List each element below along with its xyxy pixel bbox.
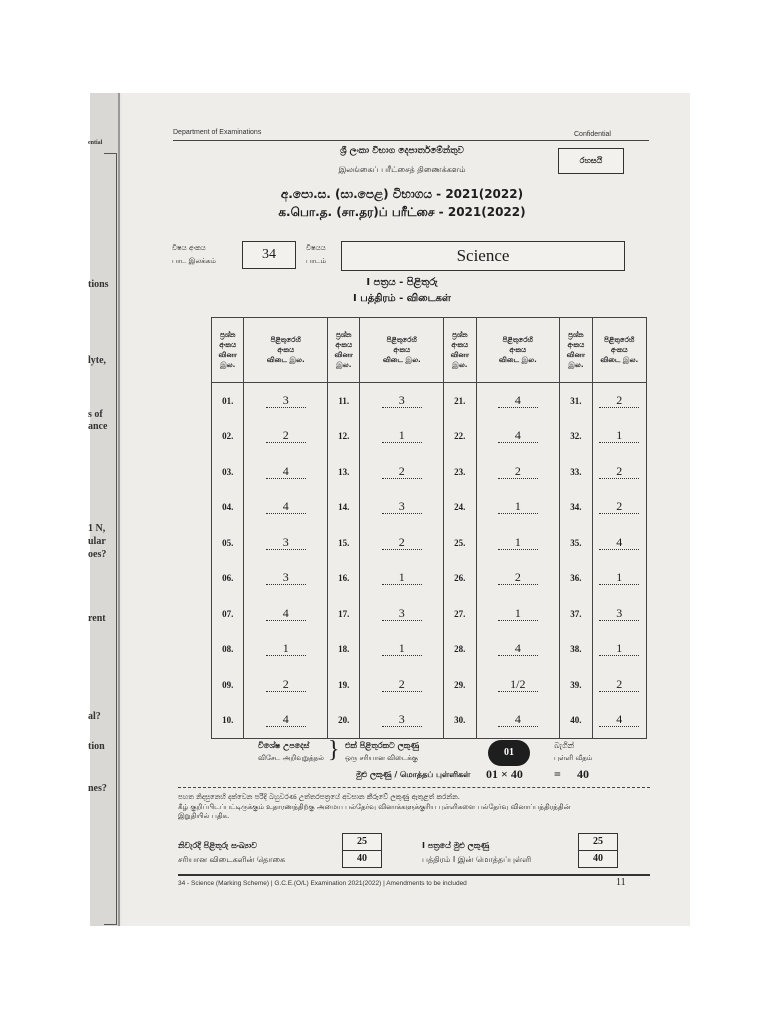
- question-number: 21.: [444, 383, 476, 419]
- answer-value: 1: [599, 429, 639, 443]
- question-number: 06.: [212, 561, 244, 597]
- subject-name-label-ta: பாடம்: [306, 257, 327, 265]
- answer-row: [212, 632, 647, 668]
- note-sinhala: පහත නිදසුනෙහි දක්වෙන පරිදි බහුවරණ උත්තරපත්‍රයේ අවසාන කීරුවේ ලකුණු ඇතුළත් කරන්න.: [178, 793, 460, 801]
- paper-title-tamil: I பத்திரம் - விடைகள்: [353, 293, 451, 304]
- question-number: 23.: [444, 454, 476, 490]
- question-number: 37.: [560, 596, 592, 632]
- prev-fragment: 1 N,: [88, 523, 106, 534]
- prev-fragment: lyte,: [88, 355, 107, 366]
- prev-fragment: tions: [88, 279, 109, 290]
- previous-page-edge: [90, 93, 120, 926]
- answer-cell: [360, 632, 444, 668]
- marks-each-badge: 01: [488, 740, 530, 766]
- answer-cell: [360, 596, 444, 632]
- answer-value: 4: [498, 429, 538, 443]
- answer-cell: [592, 667, 646, 703]
- question-number: 28.: [444, 632, 476, 668]
- answer-table: [211, 317, 647, 739]
- paper-title-sinhala: I පත්‍රය - පිළිතුරු: [366, 277, 438, 288]
- answer-value: 3: [266, 536, 306, 550]
- answer-cell: [592, 703, 646, 739]
- answer-cell: [360, 383, 444, 419]
- question-number: 09.: [212, 667, 244, 703]
- answer-cell: [360, 454, 444, 490]
- answer-cell: [244, 667, 328, 703]
- question-number: 33.: [560, 454, 592, 490]
- answer-row: [212, 703, 647, 739]
- question-number: 18.: [328, 632, 360, 668]
- page-number: 11: [616, 877, 626, 888]
- question-number: 10.: [212, 703, 244, 739]
- answer-cell: [244, 596, 328, 632]
- answer-value: 1: [382, 429, 422, 443]
- answer-value: 1: [599, 571, 639, 585]
- question-number: 26.: [444, 561, 476, 597]
- question-number: 30.: [444, 703, 476, 739]
- answer-cell: [476, 561, 560, 597]
- question-number: 08.: [212, 632, 244, 668]
- question-number: 13.: [328, 454, 360, 490]
- question-number: 36.: [560, 561, 592, 597]
- question-number-header: ප්‍රශ්න අංකය வினா இல.: [328, 318, 360, 383]
- answer-value: 2: [599, 500, 639, 514]
- answer-value: 4: [498, 394, 538, 408]
- note-tamil: கீழ் குறிப்பிடப்பட்டிருக்கும் உதாரணத்திற்கு அமைய பல்தேர்வு வினாக்களுக்குரிய புள்ளிகளை பல்தேர்வு வினாப்பத்திரத்தின் இறுதியில் பதிக.: [178, 803, 571, 820]
- answer-cell: [476, 490, 560, 526]
- answer-value: 4: [498, 713, 538, 727]
- question-number: 25.: [444, 525, 476, 561]
- answer-value: 3: [382, 607, 422, 621]
- header-rule: [173, 140, 649, 141]
- answer-row: [212, 667, 647, 703]
- footer-text: 34 - Science (Marking Scheme) | G.C.E.(O/L) Examination 2021(2022) | Amendments to be included: [178, 880, 467, 887]
- sinhala-department: ශ්‍රී ලංකා විභාග දෙපාර්තමේන්තුව: [340, 146, 464, 156]
- prev-fragment: rent: [88, 613, 106, 624]
- question-number: 19.: [328, 667, 360, 703]
- answer-cell: [244, 632, 328, 668]
- paper-total-value: 25: [578, 833, 618, 851]
- total-formula: 01 × 40: [486, 767, 523, 781]
- question-number: 12.: [328, 419, 360, 455]
- tamil-department: இலங்கைப் பரீட்சைத் திணைக்களம்: [338, 165, 466, 174]
- answer-value: 3: [266, 394, 306, 408]
- question-number: 29.: [444, 667, 476, 703]
- answer-value: 4: [266, 465, 306, 479]
- answer-value: 4: [266, 713, 306, 727]
- question-number: 22.: [444, 419, 476, 455]
- answer-row: [212, 419, 647, 455]
- prev-fragment: oes?: [88, 549, 107, 560]
- answer-row: [212, 596, 647, 632]
- question-number: 11.: [328, 383, 360, 419]
- question-number: 34.: [560, 490, 592, 526]
- answer-row: [212, 454, 647, 490]
- question-number: 01.: [212, 383, 244, 419]
- answer-cell: [360, 419, 444, 455]
- answer-value: 1/2: [498, 678, 538, 692]
- question-number: 04.: [212, 490, 244, 526]
- answer-cell: [592, 490, 646, 526]
- answer-value: 2: [599, 678, 639, 692]
- answer-cell: [244, 454, 328, 490]
- answer-cell: [592, 383, 646, 419]
- question-number: 15.: [328, 525, 360, 561]
- answer-cell: [244, 419, 328, 455]
- answer-value: 2: [382, 465, 422, 479]
- answer-cell: [244, 383, 328, 419]
- question-number: 07.: [212, 596, 244, 632]
- answer-value: 2: [266, 678, 306, 692]
- correct-count-total: 40: [342, 850, 382, 868]
- question-number: 32.: [560, 419, 592, 455]
- answer-row: [212, 383, 647, 419]
- exam-title-tamil: க.பொ.த. (சா.தர)ப் பரீட்சை - 2021(2022): [278, 205, 526, 219]
- answer-number-header: පිළිතුරෙහි අංකය விடை இல.: [360, 318, 444, 383]
- question-number: 02.: [212, 419, 244, 455]
- subject-number: 34: [242, 241, 296, 269]
- question-number: 27.: [444, 596, 476, 632]
- answer-number-header: පිළිතුරෙහි අංකය விடை இல.: [244, 318, 328, 383]
- question-number: 40.: [560, 703, 592, 739]
- question-number: 24.: [444, 490, 476, 526]
- answer-cell: [360, 490, 444, 526]
- answer-cell: [360, 525, 444, 561]
- answer-value: 1: [498, 536, 538, 550]
- answer-cell: [592, 632, 646, 668]
- answer-value: 1: [498, 607, 538, 621]
- question-number: 05.: [212, 525, 244, 561]
- subject-number-label-ta: பாட இலக்கம்: [172, 257, 216, 265]
- prev-fragment: nes?: [88, 783, 107, 794]
- subject-name-label-si: විෂයය: [306, 244, 326, 252]
- question-number-header: ප්‍රශ්න අංකය வினா இல.: [560, 318, 592, 383]
- answer-value: 4: [266, 500, 306, 514]
- total-marks-label: මුළු ලකුණු / மொத்தப் புள்ளிகள்: [356, 770, 471, 779]
- answer-value: 3: [266, 571, 306, 585]
- subject-name: Science: [341, 241, 625, 271]
- prev-fragment: al?: [88, 711, 101, 722]
- question-number: 31.: [560, 383, 592, 419]
- prev-fragment: ular: [88, 536, 106, 547]
- answer-cell: [592, 596, 646, 632]
- correct-count-label-si: නිවැරදි පිළිතුරු සංඛ්‍යාව: [178, 841, 258, 850]
- confidential-label: Confidential: [574, 131, 611, 138]
- question-number-header: ප්‍රශ්න අංකය வினா இல.: [212, 318, 244, 383]
- department-label: Department of Examinations: [173, 129, 262, 136]
- answer-value: 1: [599, 642, 639, 656]
- answer-cell: [592, 525, 646, 561]
- answer-value: 4: [599, 536, 639, 550]
- answer-cell: [360, 703, 444, 739]
- answer-cell: [592, 419, 646, 455]
- answer-cell: [592, 561, 646, 597]
- answer-cell: [476, 454, 560, 490]
- answer-value: 2: [382, 536, 422, 550]
- question-number: 16.: [328, 561, 360, 597]
- answer-number-header: පිළිතුරෙහි අංකය விடை இல.: [476, 318, 560, 383]
- answer-cell: [476, 667, 560, 703]
- answer-value: 2: [266, 429, 306, 443]
- answer-cell: [476, 632, 560, 668]
- prev-fragment: s of: [88, 409, 103, 420]
- answer-cell: [476, 419, 560, 455]
- question-number: 38.: [560, 632, 592, 668]
- special-instructions-si: විශේෂ උපදෙස්: [258, 741, 310, 750]
- answer-value: 2: [599, 394, 639, 408]
- answer-cell: [244, 525, 328, 561]
- answer-value: 2: [599, 465, 639, 479]
- answer-row: [212, 525, 647, 561]
- equals-sign: =: [554, 767, 561, 781]
- answer-value: 1: [266, 642, 306, 656]
- answer-cell: [592, 454, 646, 490]
- total-marks-value: 40: [577, 767, 589, 781]
- answer-value: 4: [266, 607, 306, 621]
- answer-cell: [476, 383, 560, 419]
- answer-value: 2: [498, 571, 538, 585]
- confidential-stamp: රහසයි: [558, 148, 624, 174]
- answer-value: 1: [382, 642, 422, 656]
- question-number: 39.: [560, 667, 592, 703]
- answer-value: 2: [382, 678, 422, 692]
- answer-cell: [244, 703, 328, 739]
- paper-total-max: 40: [578, 850, 618, 868]
- footer-rule: [178, 874, 650, 876]
- answer-cell: [476, 703, 560, 739]
- answer-table-header: [212, 318, 647, 383]
- paper-total-label-si: I පත්‍රයේ මුළු ලකුණු: [422, 841, 490, 850]
- exam-title-sinhala: අ.පො.ස. (සා.පෙළ) විභාගය - 2021(2022): [280, 187, 524, 201]
- subject-number-label-si: විෂය අංකය: [172, 244, 206, 252]
- answer-value: 4: [599, 713, 639, 727]
- paper-total-label-ta: பத்திரம் I இன் மொத்தப்புள்ளி: [422, 855, 532, 864]
- question-number: 20.: [328, 703, 360, 739]
- question-number: 35.: [560, 525, 592, 561]
- each-ta: புள்ளி வீதம்: [554, 754, 593, 762]
- answer-value: 2: [498, 465, 538, 479]
- one-correct-answer-ta: ஒரு சரியான விடைக்கு: [345, 754, 418, 762]
- answer-row: [212, 561, 647, 597]
- correct-count-label-ta: சரியான விடைகளின் தொகை: [178, 855, 286, 864]
- prev-fragment: ential: [88, 140, 103, 146]
- marking-scheme-page: [122, 93, 690, 926]
- question-number-header: ප්‍රශ්න අංකය வினா இல.: [444, 318, 476, 383]
- each-si: බැගින්: [554, 741, 575, 750]
- brace: }: [328, 737, 340, 763]
- answer-value: 3: [382, 500, 422, 514]
- answer-value: 3: [382, 394, 422, 408]
- prev-fragment: tion: [88, 741, 105, 752]
- answer-cell: [244, 490, 328, 526]
- special-instructions-ta: விசேட அறிவுறுத்தல்: [258, 754, 324, 762]
- answer-value: 1: [382, 571, 422, 585]
- answer-value: 3: [599, 607, 639, 621]
- answer-cell: [244, 561, 328, 597]
- answer-cell: [360, 561, 444, 597]
- answer-cell: [360, 667, 444, 703]
- dashed-divider: [178, 787, 650, 788]
- answer-value: 4: [498, 642, 538, 656]
- one-correct-answer-si: එක් පිළිතුරකට ලකුණු: [345, 741, 420, 750]
- answer-cell: [476, 525, 560, 561]
- correct-count-value: 25: [342, 833, 382, 851]
- answer-cell: [476, 596, 560, 632]
- answer-row: [212, 490, 647, 526]
- answer-number-header: පිළිතුරෙහි අංකය விடை இல.: [592, 318, 646, 383]
- answer-value: 1: [498, 500, 538, 514]
- answer-value: 3: [382, 713, 422, 727]
- question-number: 17.: [328, 596, 360, 632]
- question-number: 03.: [212, 454, 244, 490]
- scanned-document: [90, 93, 690, 926]
- question-number: 14.: [328, 490, 360, 526]
- prev-fragment: ance: [88, 421, 108, 432]
